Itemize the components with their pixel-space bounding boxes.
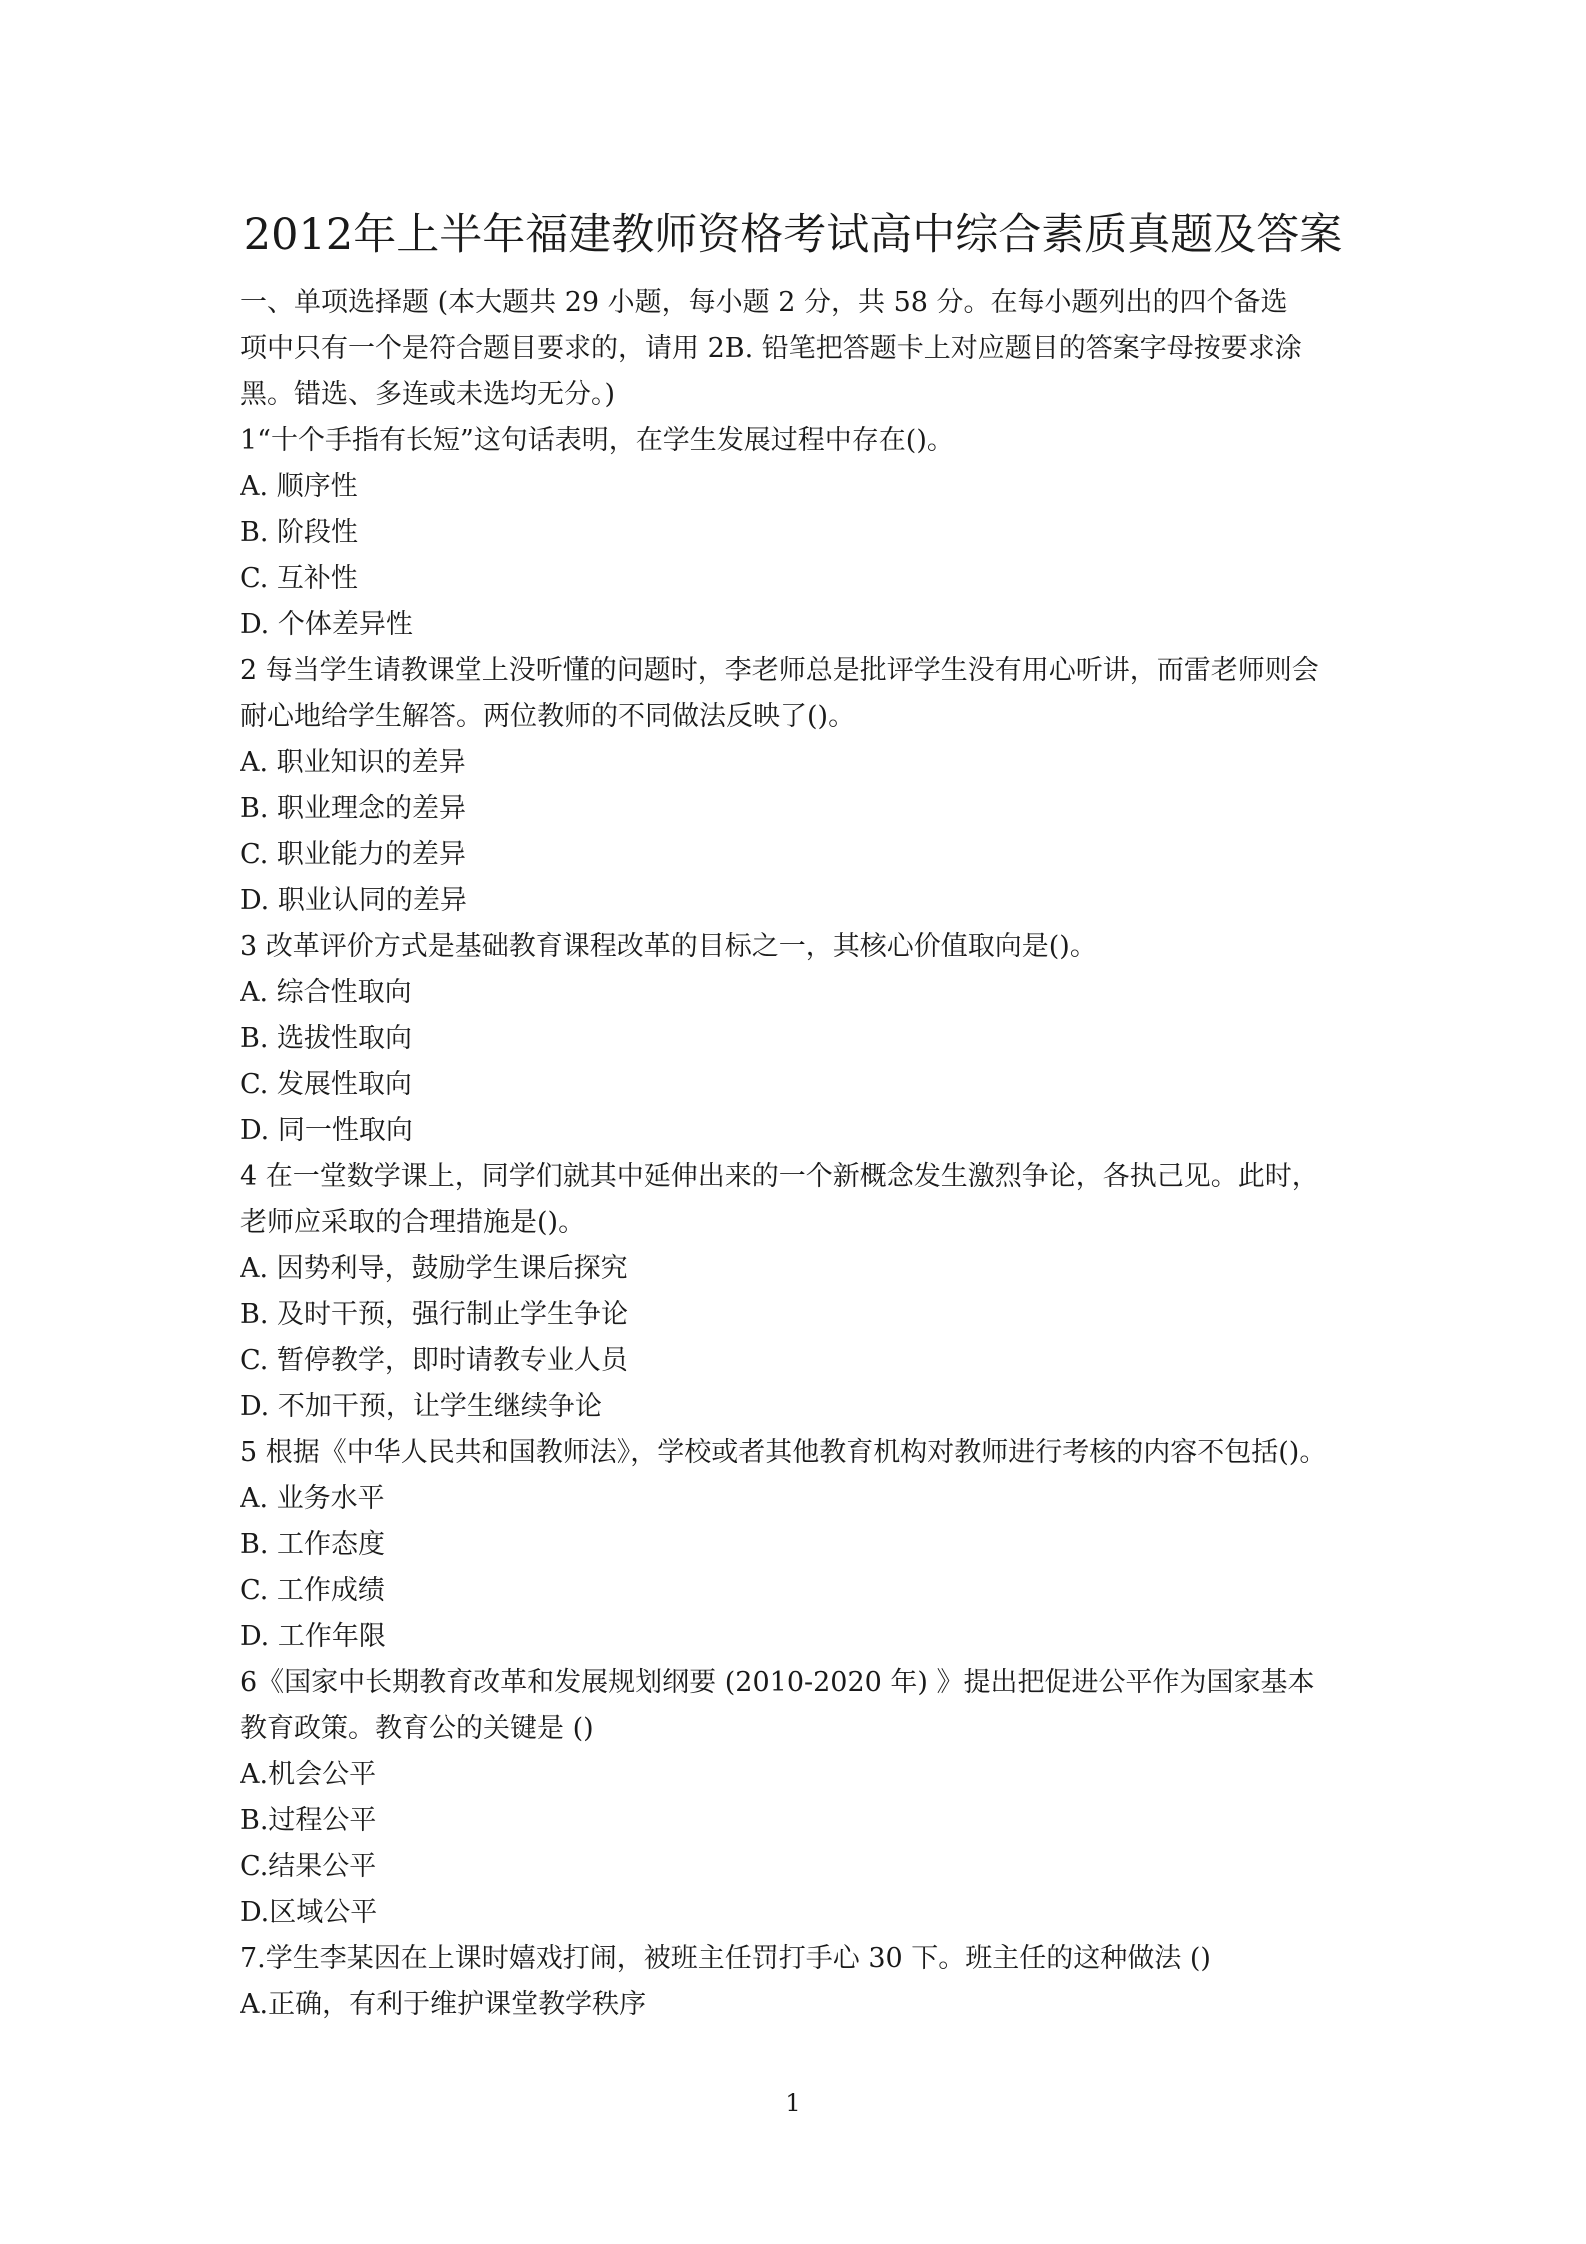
- answer-option: D. 个体差异性: [240, 609, 413, 640]
- answer-option: D. 同一性取向: [240, 1115, 413, 1146]
- question-stem: 4 在一堂数学课上，同学们就其中延伸出来的一个新概念发生激烈争论，各执己见。此时，: [240, 1161, 1319, 1192]
- document-body: [240, 280, 1346, 2028]
- answer-option: A.正确，有利于维护课堂教学秩序: [240, 1989, 647, 2020]
- answer-option: A.机会公平: [240, 1759, 377, 1790]
- question-stem: 1“十个手指有长短”这句话表明，在学生发展过程中存在()。: [240, 425, 954, 456]
- answer-option: B. 及时干预，强行制止学生争论: [240, 1299, 629, 1330]
- question-stem: 耐心地给学生解答。两位教师的不同做法反映了()。: [240, 701, 856, 732]
- answer-option: A. 因势利导，鼓励学生课后探究: [240, 1253, 628, 1284]
- question-stem: 7.学生李某因在上课时嬉戏打闹，被班主任罚打手心 30 下。班主任的这种做法 (): [240, 1943, 1211, 1974]
- page-number: 1: [785, 2089, 801, 2117]
- question-stem: 6《国家中长期教育改革和发展规划纲要 (2010-2020 年) 》提出把促进公平作为国家基本: [240, 1667, 1315, 1698]
- answer-option: C.结果公平: [240, 1851, 377, 1882]
- answer-option: D.区域公平: [240, 1897, 378, 1928]
- answer-option: B. 工作态度: [240, 1529, 386, 1560]
- answer-option: B. 职业理念的差异: [240, 793, 467, 824]
- answer-option: C. 互补性: [240, 563, 358, 594]
- question-stem: 5 根据《中华人民共和国教师法》，学校或者其他教育机构对教师进行考核的内容不包括()。: [240, 1437, 1327, 1468]
- text-line: 一、单项选择题 (本大题共 29 小题，每小题 2 分，共 58 分。在每小题列出的四个备选: [240, 287, 1288, 318]
- answer-option: A. 职业知识的差异: [240, 747, 466, 778]
- answer-option: D. 工作年限: [240, 1621, 386, 1652]
- answer-option: C. 职业能力的差异: [240, 839, 466, 870]
- text-line: 项中只有一个是符合题目要求的，请用 2B. 铅笔把答题卡上对应题目的答案字母按要求涂: [240, 333, 1302, 364]
- question-stem: 教育政策。教育公的关键是 (): [240, 1713, 594, 1744]
- page-title: 2012年上半年福建教师资格考试高中综合素质真题及答案: [243, 210, 1343, 260]
- answer-option: C. 暂停教学，即时请教专业人员: [240, 1345, 628, 1376]
- answer-option: A. 业务水平: [240, 1483, 385, 1514]
- answer-option: B.过程公平: [240, 1805, 377, 1836]
- text-line: 黑。错选、多连或未选均无分。): [240, 379, 616, 410]
- question-stem: 3 改革评价方式是基础教育课程改革的目标之一，其核心价值取向是()。: [240, 931, 1097, 962]
- question-stem: 2 每当学生请教课堂上没听懂的问题时，李老师总是批评学生没有用心听讲，而雷老师则会: [240, 655, 1319, 686]
- answer-option: C. 工作成绩: [240, 1575, 385, 1606]
- answer-option: C. 发展性取向: [240, 1069, 412, 1100]
- question-stem: 老师应采取的合理措施是()。: [240, 1207, 586, 1238]
- answer-option: D. 不加干预，让学生继续争论: [240, 1391, 602, 1422]
- answer-option: A. 顺序性: [240, 471, 358, 502]
- answer-option: B. 选拔性取向: [240, 1023, 413, 1054]
- answer-option: A. 综合性取向: [240, 977, 412, 1008]
- answer-option: D. 职业认同的差异: [240, 885, 467, 916]
- answer-option: B. 阶段性: [240, 517, 359, 548]
